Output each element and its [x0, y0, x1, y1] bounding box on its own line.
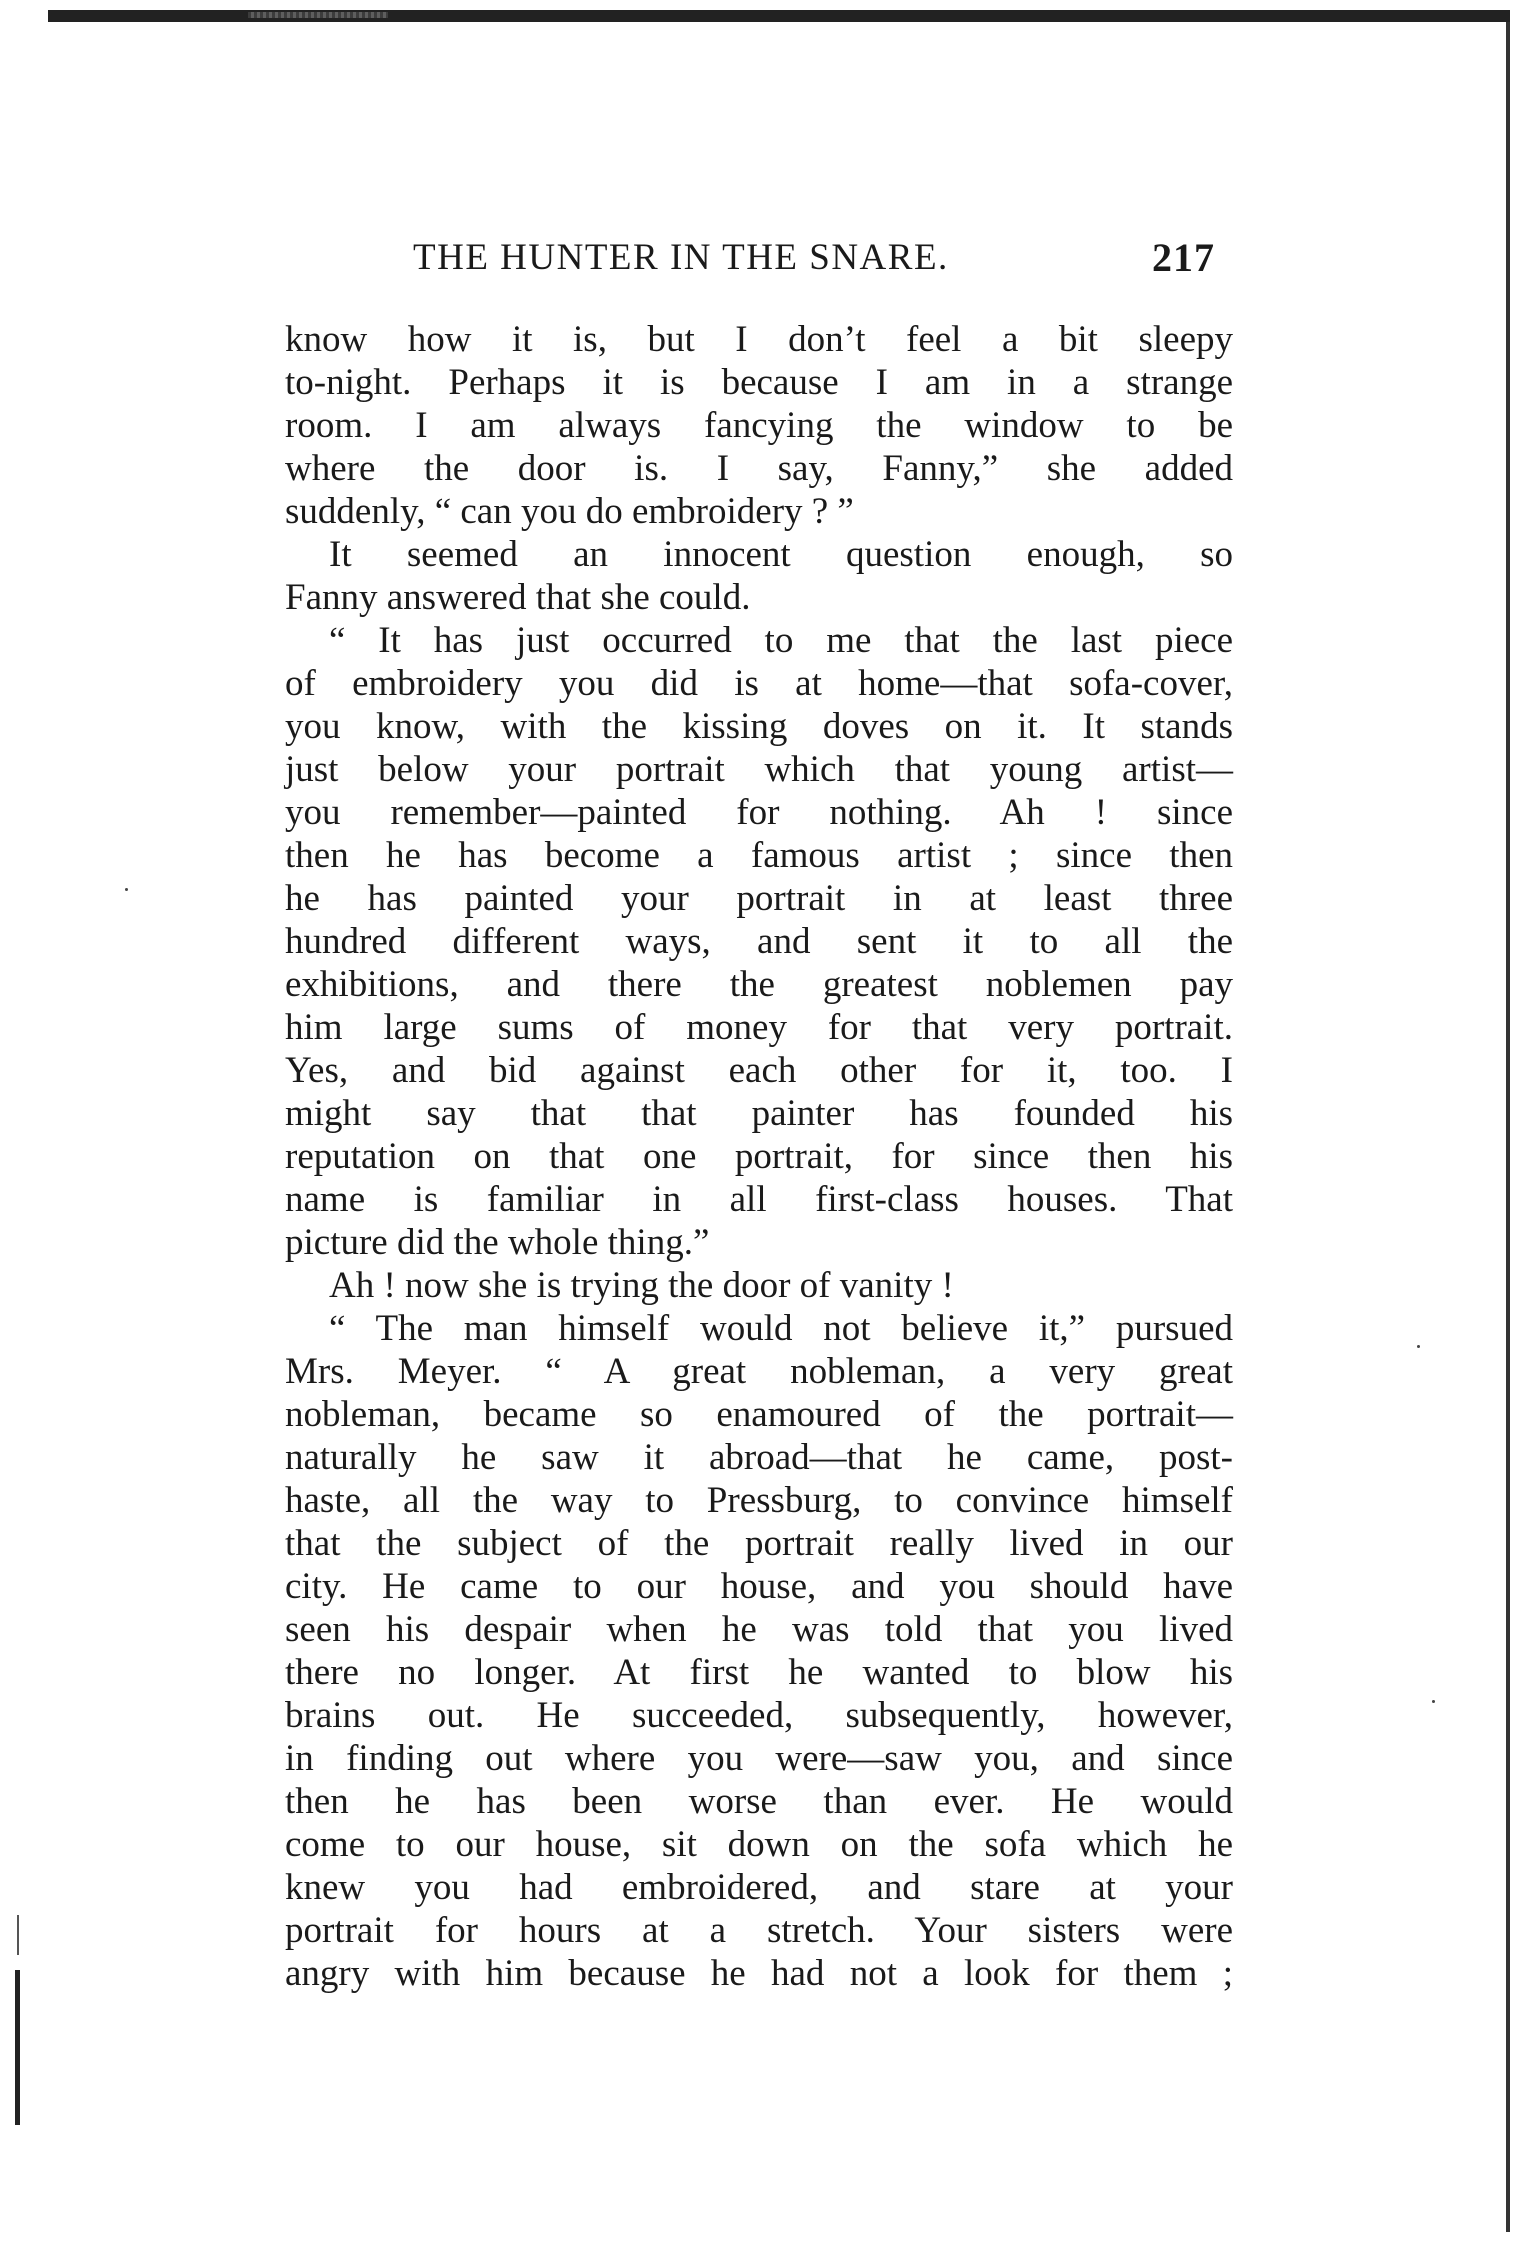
text-line: of embroidery you did is at home—that sofa-cover,	[285, 663, 1233, 704]
text-line: angry with him because he had not a look for them ;	[285, 1953, 1233, 1994]
text-line: nobleman, became so enamoured of the portrait—	[285, 1394, 1233, 1435]
text-line: “ It has just occurred to me that the last piece	[329, 620, 1233, 661]
text-line: naturally he saw it abroad—that he came, post-	[285, 1437, 1233, 1478]
text-line: then he has become a famous artist ; since then	[285, 835, 1233, 876]
text-line: knew you had embroidered, and stare at your	[285, 1867, 1233, 1908]
running-header	[285, 228, 1240, 288]
text-line: “ The man himself would not believe it,” pursued	[329, 1308, 1233, 1349]
text-line: hundred different ways, and sent it to all the	[285, 921, 1233, 962]
left-margin-mark	[17, 1915, 19, 1955]
text-line: seen his despair when he was told that you lived	[285, 1609, 1233, 1650]
text-line: reputation on that one portrait, for since then his	[285, 1136, 1233, 1177]
text-line: there no longer. At first he wanted to blow his	[285, 1652, 1233, 1693]
text-line: city. He came to our house, and you should have	[285, 1566, 1233, 1607]
text-line: brains out. He succeeded, subsequently, however,	[285, 1695, 1233, 1736]
text-line: him large sums of money for that very portrait.	[285, 1007, 1233, 1048]
text-line: portrait for hours at a stretch. Your sisters were	[285, 1910, 1233, 1951]
text-line: Fanny answered that she could.	[285, 577, 751, 618]
scan-speck	[125, 888, 128, 891]
text-line: you know, with the kissing doves on it. It stands	[285, 706, 1233, 747]
text-line: that the subject of the portrait really lived in our	[285, 1523, 1233, 1564]
text-line: just below your portrait which that young artist—	[285, 749, 1233, 790]
text-line: picture did the whole thing.”	[285, 1222, 710, 1263]
text-line: might say that that painter has founded his	[285, 1093, 1233, 1134]
text-line: he has painted your portrait in at least three	[285, 878, 1233, 919]
text-line: where the door is. I say, Fanny,” she added	[285, 448, 1233, 489]
text-line: in finding out where you were—saw you, and since	[285, 1738, 1233, 1779]
running-title: THE HUNTER IN THE SNARE.	[413, 237, 949, 278]
text-line: name is familiar in all first-class houses. That	[285, 1179, 1233, 1220]
text-line: It seemed an innocent question enough, so	[329, 534, 1233, 575]
text-line: room. I am always fancying the window to be	[285, 405, 1233, 446]
text-line: Yes, and bid against each other for it, too. I	[285, 1050, 1233, 1091]
right-border-rule	[1506, 22, 1510, 2232]
text-line: to-night. Perhaps it is because I am in a strange	[285, 362, 1233, 403]
text-line: haste, all the way to Pressburg, to convince himself	[285, 1480, 1233, 1521]
text-line: Mrs. Meyer. “ A great nobleman, a very great	[285, 1351, 1233, 1392]
text-line: know how it is, but I don’t feel a bit sleepy	[285, 319, 1233, 360]
left-binding-mark	[15, 1970, 20, 2125]
text-line: exhibitions, and there the greatest noblemen pay	[285, 964, 1233, 1005]
text-line: Ah ! now she is trying the door of vanity !	[329, 1265, 954, 1306]
body-text	[285, 318, 1233, 1995]
scan-speck	[1417, 1345, 1420, 1348]
page-number: 217	[1152, 235, 1215, 280]
scan-speck	[1432, 1700, 1435, 1703]
text-line: suddenly, “ can you do embroidery ? ”	[285, 491, 854, 532]
text-line: then he has been worse than ever. He would	[285, 1781, 1233, 1822]
text-line: you remember—painted for nothing. Ah ! since	[285, 792, 1233, 833]
text-line: come to our house, sit down on the sofa which he	[285, 1824, 1233, 1865]
top-border-rule	[48, 10, 1510, 22]
